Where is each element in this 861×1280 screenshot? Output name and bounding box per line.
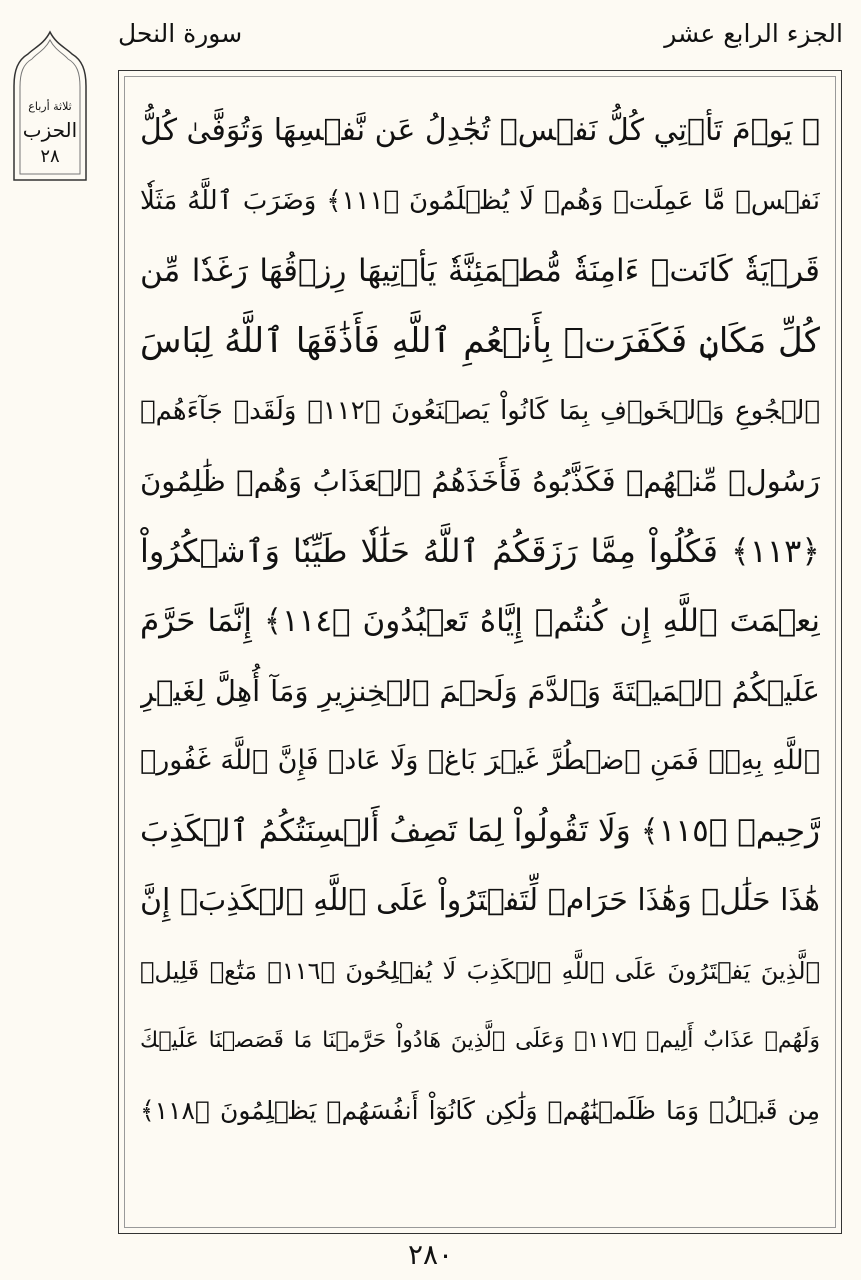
- text-line: رَّحِيمٞ ﴿١١٥﴾ وَلَا تَقُولُواْ لِمَا تَصِفُ أَلۡسِنَتُكُمُ ٱلۡكَذِبَ: [140, 813, 820, 849]
- hizb-label: الحزب: [22, 118, 78, 142]
- text-line: وَلَهُمۡ عَذَابٌ أَلِيمٞ ﴿١١٧﴾ وَعَلَى ٱلَّذِينَ هَادُواْ حَرَّمۡنَا مَا قَصَصۡنَا عَلَيۡكَ: [140, 1028, 820, 1053]
- text-line: ٱلَّذِينَ يَفۡتَرُونَ عَلَى ٱللَّهِ ٱلۡكَذِبَ لَا يُفۡلِحُونَ ﴿١١٦﴾ مَتَٰعٞ قَلِيلٞ: [140, 957, 820, 985]
- juz-name: الجزء الرابع عشر: [664, 19, 843, 48]
- text-line: ٱلۡجُوعِ وَٱلۡخَوۡفِ بِمَا كَانُواْ يَصۡنَعُونَ ﴿١١٢﴾ وَلَقَدۡ جَآءَهُمۡ: [140, 396, 820, 426]
- text-line: ۞ يَوۡمَ تَأۡتِي كُلُّ نَفۡسٖ تُجَٰدِلُ عَن نَّفۡسِهَا وَتُوَفَّىٰ كُلُّ: [140, 113, 820, 148]
- text-line: نَفۡسٖ مَّا عَمِلَتۡ وَهُمۡ لَا يُظۡلَمُونَ ﴿١١١﴾ وَضَرَبَ ٱللَّهُ مَثَلٗا: [140, 186, 820, 216]
- page-number: ٢٨٠: [407, 1238, 454, 1271]
- quran-text: [140, 96, 820, 1216]
- hizb-marker: [10, 30, 90, 186]
- text-line: ٱللَّهِ بِهِۦۖ فَمَنِ ٱضۡطُرَّ غَيۡرَ بَاغٖ وَلَا عَادٖ فَإِنَّ ٱللَّهَ غَفُورٞ: [140, 745, 820, 776]
- hizb-quarter: ثلاثة أرباع: [28, 100, 72, 113]
- text-line: كُلِّ مَكَانٖ فَكَفَرَتۡ بِأَنۡعُمِ ٱللَّهِ فَأَذَٰقَهَا ٱللَّهُ لِبَاسَ: [140, 321, 820, 361]
- text-line: مِن قَبۡلُۖ وَمَا ظَلَمۡنَٰهُمۡ وَلَٰكِن كَانُوٓاْ أَنفُسَهُمۡ يَظۡلِمُونَ ﴿١١٨﴾: [140, 1096, 820, 1125]
- text-line: عَلَيۡكُمُ ٱلۡمَيۡتَةَ وَٱلدَّمَ وَلَحۡمَ ٱلۡخِنزِيرِ وَمَآ أُهِلَّ لِغَيۡرِ: [140, 674, 820, 708]
- text-line: قَرۡيَةٗ كَانَتۡ ءَامِنَةٗ مُّطۡمَئِنَّةٗ يَأۡتِيهَا رِزۡقُهَا رَغَدٗا مِّن: [140, 253, 820, 289]
- text-line: هَٰذَا حَلَٰلٞ وَهَٰذَا حَرَامٞ لِّتَفۡتَرُواْ عَلَى ٱللَّهِ ٱلۡكَذِبَۚ إِنَّ: [140, 883, 820, 918]
- hizb-number: ٢٨: [40, 146, 60, 167]
- surah-name: سورة النحل: [118, 19, 243, 48]
- text-line: ﴿١١٣﴾ فَكُلُواْ مِمَّا رَزَقَكُمُ ٱللَّهُ حَلَٰلٗا طَيِّبٗا وَٱشۡكُرُواْ: [140, 532, 820, 570]
- text-line: رَسُولٞ مِّنۡهُمۡ فَكَذَّبُوهُ فَأَخَذَهُمُ ٱلۡعَذَابُ وَهُمۡ ظَٰلِمُونَ: [140, 464, 820, 498]
- text-line: نِعۡمَتَ ٱللَّهِ إِن كُنتُمۡ إِيَّاهُ تَعۡبُدُونَ ﴿١١٤﴾ إِنَّمَا حَرَّمَ: [140, 603, 820, 639]
